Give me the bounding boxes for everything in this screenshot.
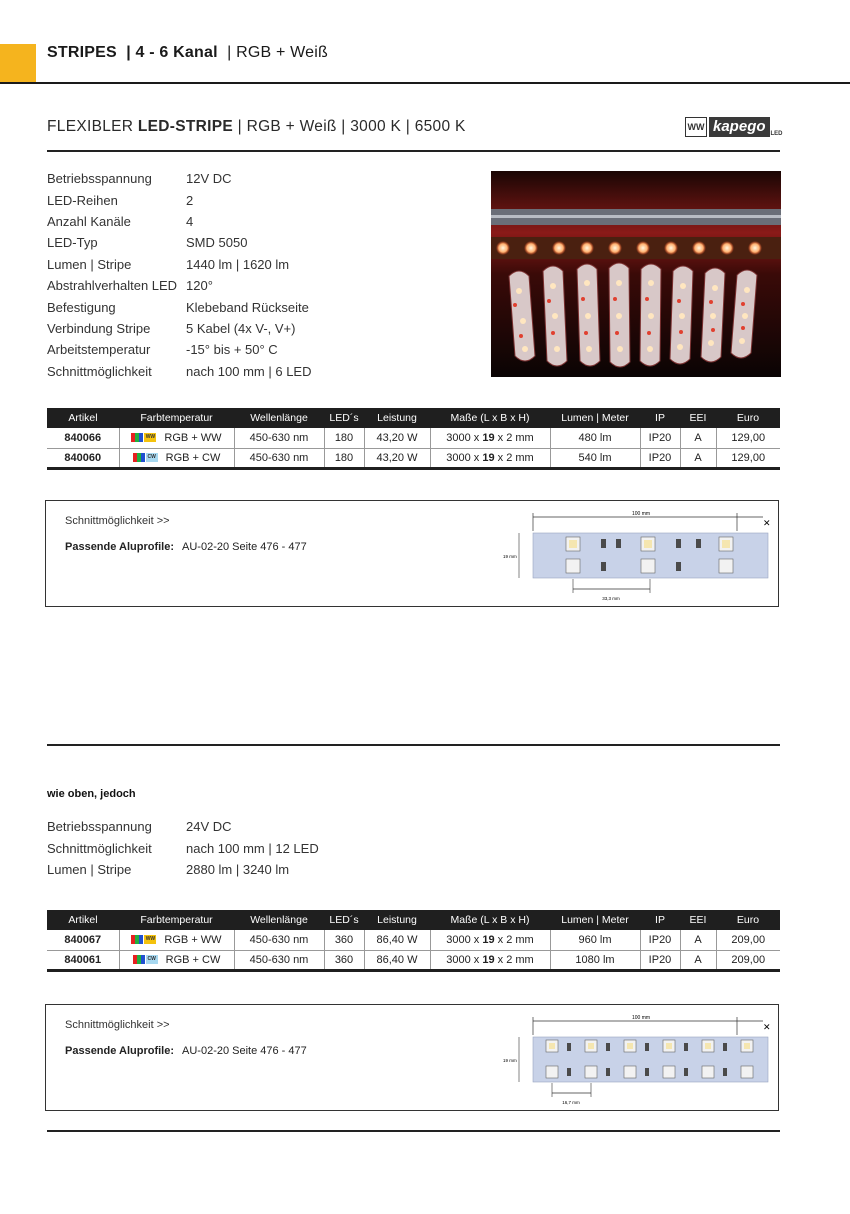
color-temperature-cell: [119, 428, 234, 448]
rgb-white-badge-icon: [131, 433, 156, 442]
lumen-per-meter: 1080 lm: [550, 950, 640, 970]
white-type-badge: WW: [145, 936, 156, 943]
matching-profiles-label: Passende Aluprofile:: [65, 541, 175, 553]
article-number: 840066: [47, 428, 119, 448]
product-title-rest: | RGB + Weiß | 3000 K | 6500 K: [233, 118, 466, 135]
cut-diagram-24v: [501, 1013, 776, 1108]
dimension-length: 3000 x: [446, 431, 483, 444]
table-row: [47, 448, 780, 468]
column-header: Maße (L x B x H): [430, 408, 550, 428]
column-header: Artikel: [47, 910, 119, 930]
dimensions: [430, 448, 550, 468]
price: 129,00: [716, 448, 780, 468]
cut-info-box-12v: [45, 500, 779, 607]
spec-row: [47, 296, 312, 317]
column-header: Farbtemperatur: [119, 408, 234, 428]
article-number: 840067: [47, 930, 119, 950]
cut-option-label: Schnittmöglichkeit >>: [65, 1019, 170, 1031]
color-temperature: RGB + CW: [165, 451, 221, 464]
spec-value: SMD 5050: [186, 235, 248, 251]
lumen-per-meter: 960 lm: [550, 930, 640, 950]
product-title-bold: LED-STRIPE: [137, 118, 234, 135]
led-stripe-photo-icon: [491, 171, 781, 377]
power: 43,20 W: [364, 448, 430, 468]
spec-list-24v: [47, 816, 319, 880]
dimension-height: x 2 mm: [494, 431, 534, 444]
spec-row: [47, 168, 312, 189]
column-header: IP: [640, 408, 680, 428]
spec-row: [47, 254, 312, 275]
column-header: Maße (L x B x H): [430, 910, 550, 930]
matching-profiles-label: Passende Aluprofile:: [65, 1045, 175, 1057]
dimension-width: 19: [482, 451, 495, 464]
white-type-badge: WW: [145, 434, 156, 441]
product-table-12v: [47, 408, 780, 470]
column-header: Lumen | Meter: [550, 910, 640, 930]
column-header: Euro: [716, 408, 780, 428]
color-temperature: RGB + WW: [164, 431, 222, 444]
led-count: 180: [324, 428, 364, 448]
ip-rating: IP20: [640, 448, 680, 468]
spec-label: Abstrahlverhalten LED: [47, 278, 178, 294]
dim-bottom-label: 16,7 mm: [562, 1100, 580, 1105]
spec-row: [47, 339, 312, 360]
dimensions: [430, 950, 550, 970]
page-title-channels: | 4 - 6 Kanal: [126, 44, 218, 61]
page-title: [47, 44, 328, 62]
rgb-badge-icon: [133, 453, 145, 462]
spec-row: [47, 275, 312, 296]
spec-value: 120°: [186, 278, 213, 294]
column-header: Leistung: [364, 408, 430, 428]
rgb-badge-icon: [131, 935, 143, 944]
column-header: LED´s: [324, 910, 364, 930]
rgb-badge-icon: [133, 955, 145, 964]
title-divider: [47, 150, 780, 152]
price: 209,00: [716, 930, 780, 950]
dimension-length: 3000 x: [446, 953, 483, 966]
wavelength: 450-630 nm: [234, 930, 324, 950]
variant-subheading: wie oben, jedoch: [47, 788, 136, 800]
dimension-width: 19: [482, 431, 495, 444]
white-type-badge: CW: [147, 454, 156, 461]
dimension-length: 3000 x: [446, 933, 483, 946]
power: 43,20 W: [364, 428, 430, 448]
color-temperature: RGB + CW: [165, 953, 221, 966]
product-table-24v: [47, 910, 780, 972]
led-count: 360: [324, 950, 364, 970]
matching-profiles-value: AU-02-20 Seite 476 - 477: [182, 1045, 307, 1057]
column-header: Farbtemperatur: [119, 910, 234, 930]
dimension-width: 19: [482, 933, 495, 946]
header-divider: [0, 82, 850, 84]
column-header: Artikel: [47, 408, 119, 428]
article-number: 840061: [47, 950, 119, 970]
price: 209,00: [716, 950, 780, 970]
energy-class: A: [680, 950, 716, 970]
energy-class: A: [680, 448, 716, 468]
spec-value: 2880 lm | 3240 lm: [186, 861, 290, 877]
spec-label: LED-Typ: [47, 235, 98, 251]
color-temperature-cell: [119, 448, 234, 468]
spec-value: 12V DC: [186, 171, 232, 187]
product-title-prefix: FLEXIBLER: [47, 118, 138, 135]
led-count: 180: [324, 448, 364, 468]
dim-top-label: 100 mm: [631, 511, 651, 517]
price: 129,00: [716, 428, 780, 448]
cut-diagram-12v: [501, 509, 776, 604]
dimension-height: x 2 mm: [494, 953, 534, 966]
spec-value: 4: [186, 213, 194, 229]
column-header: Wellenlänge: [234, 408, 324, 428]
scissors-icon: ✕: [763, 1022, 771, 1032]
spec-value: Klebeband Rückseite: [186, 299, 309, 315]
spec-row: [47, 859, 319, 880]
article-number: 840060: [47, 448, 119, 468]
dimensions: [430, 428, 550, 448]
color-temperature-cell: [119, 930, 234, 950]
spec-label: LED-Reihen: [47, 192, 118, 208]
energy-class: A: [680, 930, 716, 950]
spec-label: Betriebsspannung: [47, 819, 152, 835]
column-header: LED´s: [324, 408, 364, 428]
spec-row: [47, 837, 319, 858]
ip-rating: IP20: [640, 930, 680, 950]
spec-label: Verbindung Stripe: [47, 320, 151, 336]
spec-row: [47, 189, 312, 210]
spec-label: Lumen | Stripe: [47, 861, 132, 877]
column-header: EEI: [680, 408, 716, 428]
column-header: Leistung: [364, 910, 430, 930]
matching-profiles: [65, 1045, 307, 1057]
footer-divider: [47, 1130, 780, 1132]
spec-value: 1440 lm | 1620 lm: [186, 256, 290, 272]
section-tab-marker: [0, 44, 36, 82]
wavelength: 450-630 nm: [234, 950, 324, 970]
brand-sub: LED: [770, 131, 783, 137]
table-row: [47, 930, 780, 950]
white-type-badge: CW: [147, 956, 156, 963]
dimension-height: x 2 mm: [494, 933, 534, 946]
matching-profiles: [65, 541, 307, 553]
rgb-white-badge-icon: [133, 453, 158, 462]
color-temperature: RGB + WW: [164, 933, 222, 946]
dimensions: [430, 930, 550, 950]
cut-info-box-24v: [45, 1004, 779, 1111]
rgb-badge-icon: [131, 433, 143, 442]
column-header: Euro: [716, 910, 780, 930]
dim-side-label: 19 mm: [503, 1058, 517, 1063]
column-header: EEI: [680, 910, 716, 930]
spec-label: Befestigung: [47, 299, 116, 315]
spec-label: Anzahl Kanäle: [47, 213, 131, 229]
brand-logo: [685, 117, 783, 137]
spec-label: Arbeitstemperatur: [47, 342, 151, 358]
spec-row: [47, 232, 312, 253]
column-header: Wellenlänge: [234, 910, 324, 930]
page-title-rest: | RGB + Weiß: [227, 44, 329, 61]
dimension-length: 3000 x: [446, 451, 483, 464]
wavelength: 450-630 nm: [234, 448, 324, 468]
spec-row: [47, 211, 312, 232]
table-row: [47, 428, 780, 448]
rgb-white-badge-icon: [131, 935, 156, 944]
color-temperature-cell: [119, 950, 234, 970]
ip-rating: IP20: [640, 428, 680, 448]
dim-side-label: 19 mm: [503, 554, 517, 559]
dim-bottom-label: 33,3 mm: [602, 596, 620, 601]
spec-label: Schnittmöglichkeit: [47, 840, 152, 856]
spec-row: [47, 318, 312, 339]
wavelength: 450-630 nm: [234, 428, 324, 448]
spec-label: Schnittmöglichkeit: [47, 363, 152, 379]
dimension-height: x 2 mm: [494, 451, 534, 464]
power: 86,40 W: [364, 930, 430, 950]
brand-mark-icon: WW: [685, 117, 707, 137]
spec-label: Lumen | Stripe: [47, 256, 132, 272]
dim-top-label: 100 mm: [631, 1015, 651, 1021]
table-row: [47, 950, 780, 970]
spec-row: [47, 361, 312, 382]
rgb-white-badge-icon: [133, 955, 158, 964]
lumen-per-meter: 480 lm: [550, 428, 640, 448]
table-header-row: [47, 910, 780, 930]
energy-class: A: [680, 428, 716, 448]
product-photo: [491, 171, 781, 377]
column-header: IP: [640, 910, 680, 930]
table-header-row: [47, 408, 780, 428]
led-count: 360: [324, 930, 364, 950]
spec-value: nach 100 mm | 12 LED: [186, 840, 319, 856]
spec-value: nach 100 mm | 6 LED: [186, 363, 312, 379]
matching-profiles-value: AU-02-20 Seite 476 - 477: [182, 541, 307, 553]
product-title: [47, 118, 466, 136]
spec-value: 5 Kabel (4x V-, V+): [186, 320, 296, 336]
ip-rating: IP20: [640, 950, 680, 970]
section-divider: [47, 744, 780, 746]
cut-option-label: Schnittmöglichkeit >>: [65, 515, 170, 527]
power: 86,40 W: [364, 950, 430, 970]
spec-value: -15° bis + 50° C: [186, 342, 278, 358]
spec-list: [47, 168, 312, 382]
spec-value: 2: [186, 192, 194, 208]
lumen-per-meter: 540 lm: [550, 448, 640, 468]
spec-value: 24V DC: [186, 819, 232, 835]
scissors-icon: ✕: [763, 518, 771, 528]
dimension-width: 19: [482, 953, 495, 966]
spec-label: Betriebsspannung: [47, 171, 152, 187]
column-header: Lumen | Meter: [550, 408, 640, 428]
brand-wordmark: kapego: [709, 117, 770, 137]
spec-row: [47, 816, 319, 837]
page-title-main: STRIPES: [47, 44, 117, 61]
